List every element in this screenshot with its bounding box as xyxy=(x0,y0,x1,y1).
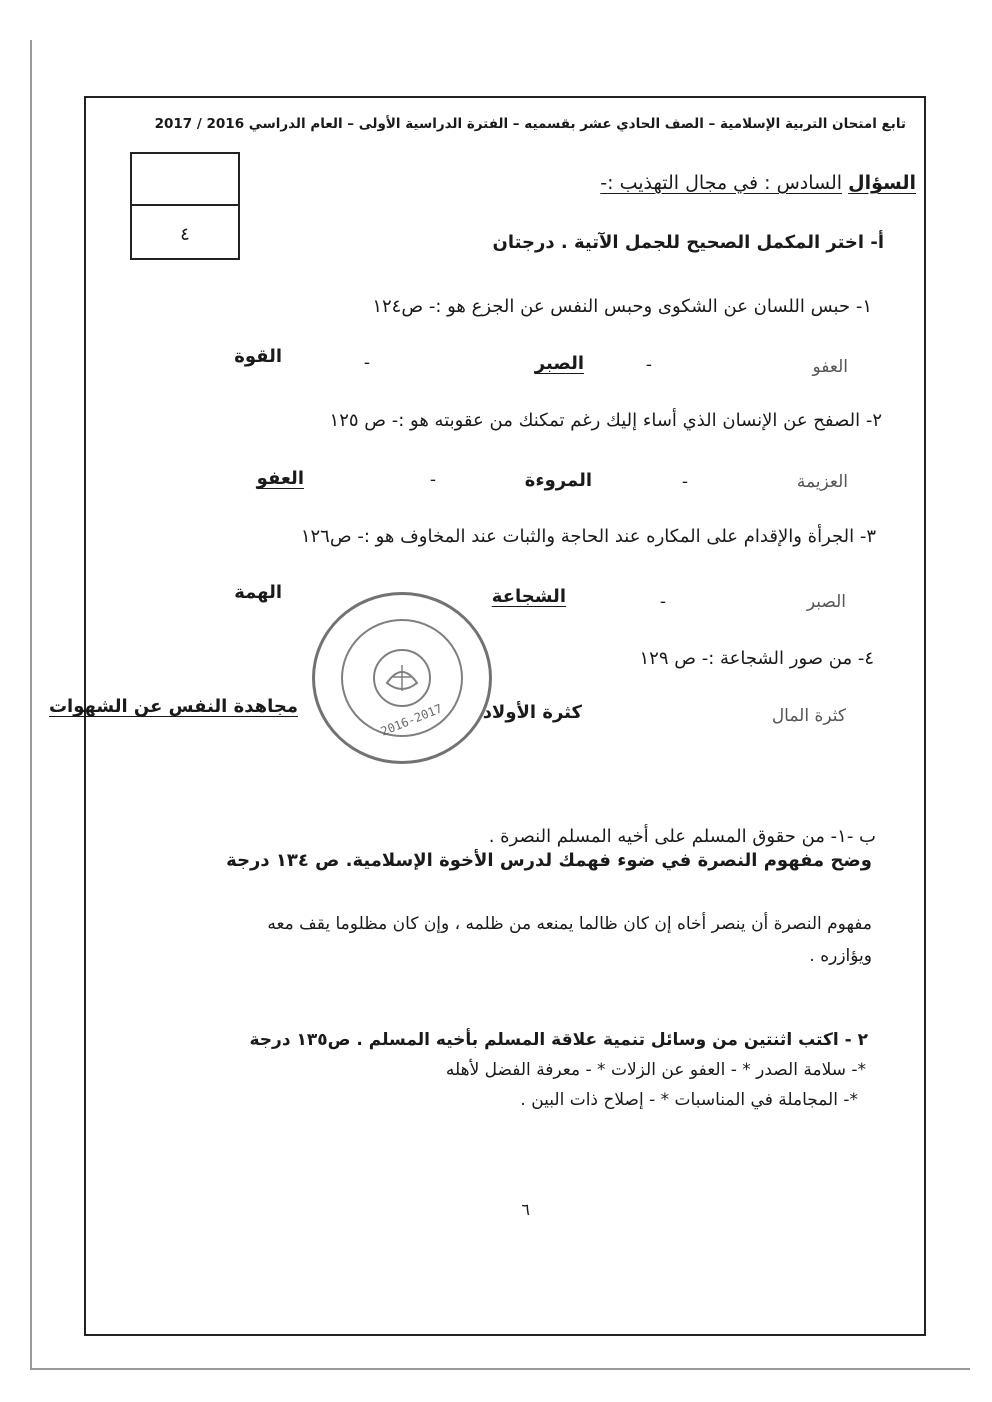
q2-separator-2: - xyxy=(429,470,436,490)
q3-separator-1: - xyxy=(659,592,666,612)
part-b-q2-prompt: ٢ - اكتب اثنتين من وسائل تنمية علاقة المسلم بأخيه المسلم . ص١٣٥ درجة xyxy=(249,1030,868,1050)
section-title xyxy=(600,172,916,194)
q1-option-2-answer: الصبر xyxy=(534,353,584,374)
section-title-rest: السادس : في مجال التهذيب :- xyxy=(600,172,843,194)
part-b-q1-prompt: وضح مفهوم النصرة في ضوء فهمك لدرس الأخوة الإسلامية. ص ١٣٤ درجة xyxy=(226,850,872,871)
q3-option-1: الصبر xyxy=(806,592,846,612)
part-b-q1-answer-line-2: ويؤازره . xyxy=(809,946,872,966)
question-1-text: ١- حبس اللسان عن الشكوى وحبس النفس عن الجزع هو :- ص١٢٤ xyxy=(372,296,872,317)
emblem-icon xyxy=(367,643,437,713)
q1-option-1: العفو xyxy=(812,357,848,377)
q4-option-1: كثرة المال xyxy=(771,706,846,726)
scan-edge-bottom xyxy=(30,1368,970,1370)
part-b-q2-answer-line-1: *- سلامة الصدر * - العفو عن الزلات * - معرفة الفضل لأهله xyxy=(445,1060,866,1080)
question-2-text: ٢- الصفح عن الإنسان الذي أساء إليك رغم تمكنك من عقوبته هو :- ص ١٢٥ xyxy=(329,410,882,431)
q4-option-2: كثرة الأولاد xyxy=(482,702,582,723)
page-number: ٦ xyxy=(521,1200,530,1219)
q1-separator-1: - xyxy=(645,355,652,375)
q2-option-1: العزيمة xyxy=(796,472,848,492)
q1-option-3: القوة xyxy=(234,346,282,367)
q3-option-2-answer: الشجاعة xyxy=(491,586,566,607)
q2-separator-1: - xyxy=(681,472,688,492)
q1-separator-2: - xyxy=(363,353,370,373)
grade-box xyxy=(130,152,240,260)
q2-option-3-answer: العفو xyxy=(256,468,304,489)
part-a-instruction: أ- اختر المكمل الصحيح للجمل الآتية . درجتان xyxy=(492,232,884,253)
question-3-text: ٣- الجرأة والإقدام على المكاره عند الحاجة والثبات عند المخاوف هو :- ص١٢٦ xyxy=(300,526,876,547)
grade-box-divider xyxy=(132,204,238,206)
grade-mark: ٤ xyxy=(180,224,190,245)
stamp-year: 2016-2017 xyxy=(378,701,445,739)
part-b-q1-answer-line-1: مفهوم النصرة أن ينصر أخاه إن كان ظالما يمنعه من ظلمه ، وإن كان مظلوما يقف معه xyxy=(267,914,872,934)
official-stamp xyxy=(312,592,492,764)
question-4-text: ٤- من صور الشجاعة :- ص ١٢٩ xyxy=(639,648,874,669)
part-b-q2-answer-line-2: *- المجاملة في المناسبات * - إصلاح ذات البين . xyxy=(520,1090,858,1110)
q3-option-3: الهمة xyxy=(234,582,282,603)
exam-header: تابع امتحان التربية الإسلامية – الصف الحادي عشر بقسميه – الفترة الدراسية الأولى – العام الدراسي 2016 / 2017 xyxy=(154,116,906,132)
q4-option-3-answer: مجاهدة النفس عن الشهوات xyxy=(48,696,298,717)
part-b-q1-intro: ب -١- من حقوق المسلم على أخيه المسلم النصرة . xyxy=(488,826,876,847)
scan-edge-left xyxy=(30,40,32,1370)
q2-option-2: المروءة xyxy=(524,470,592,491)
section-title-prefix: السؤال xyxy=(848,172,916,194)
